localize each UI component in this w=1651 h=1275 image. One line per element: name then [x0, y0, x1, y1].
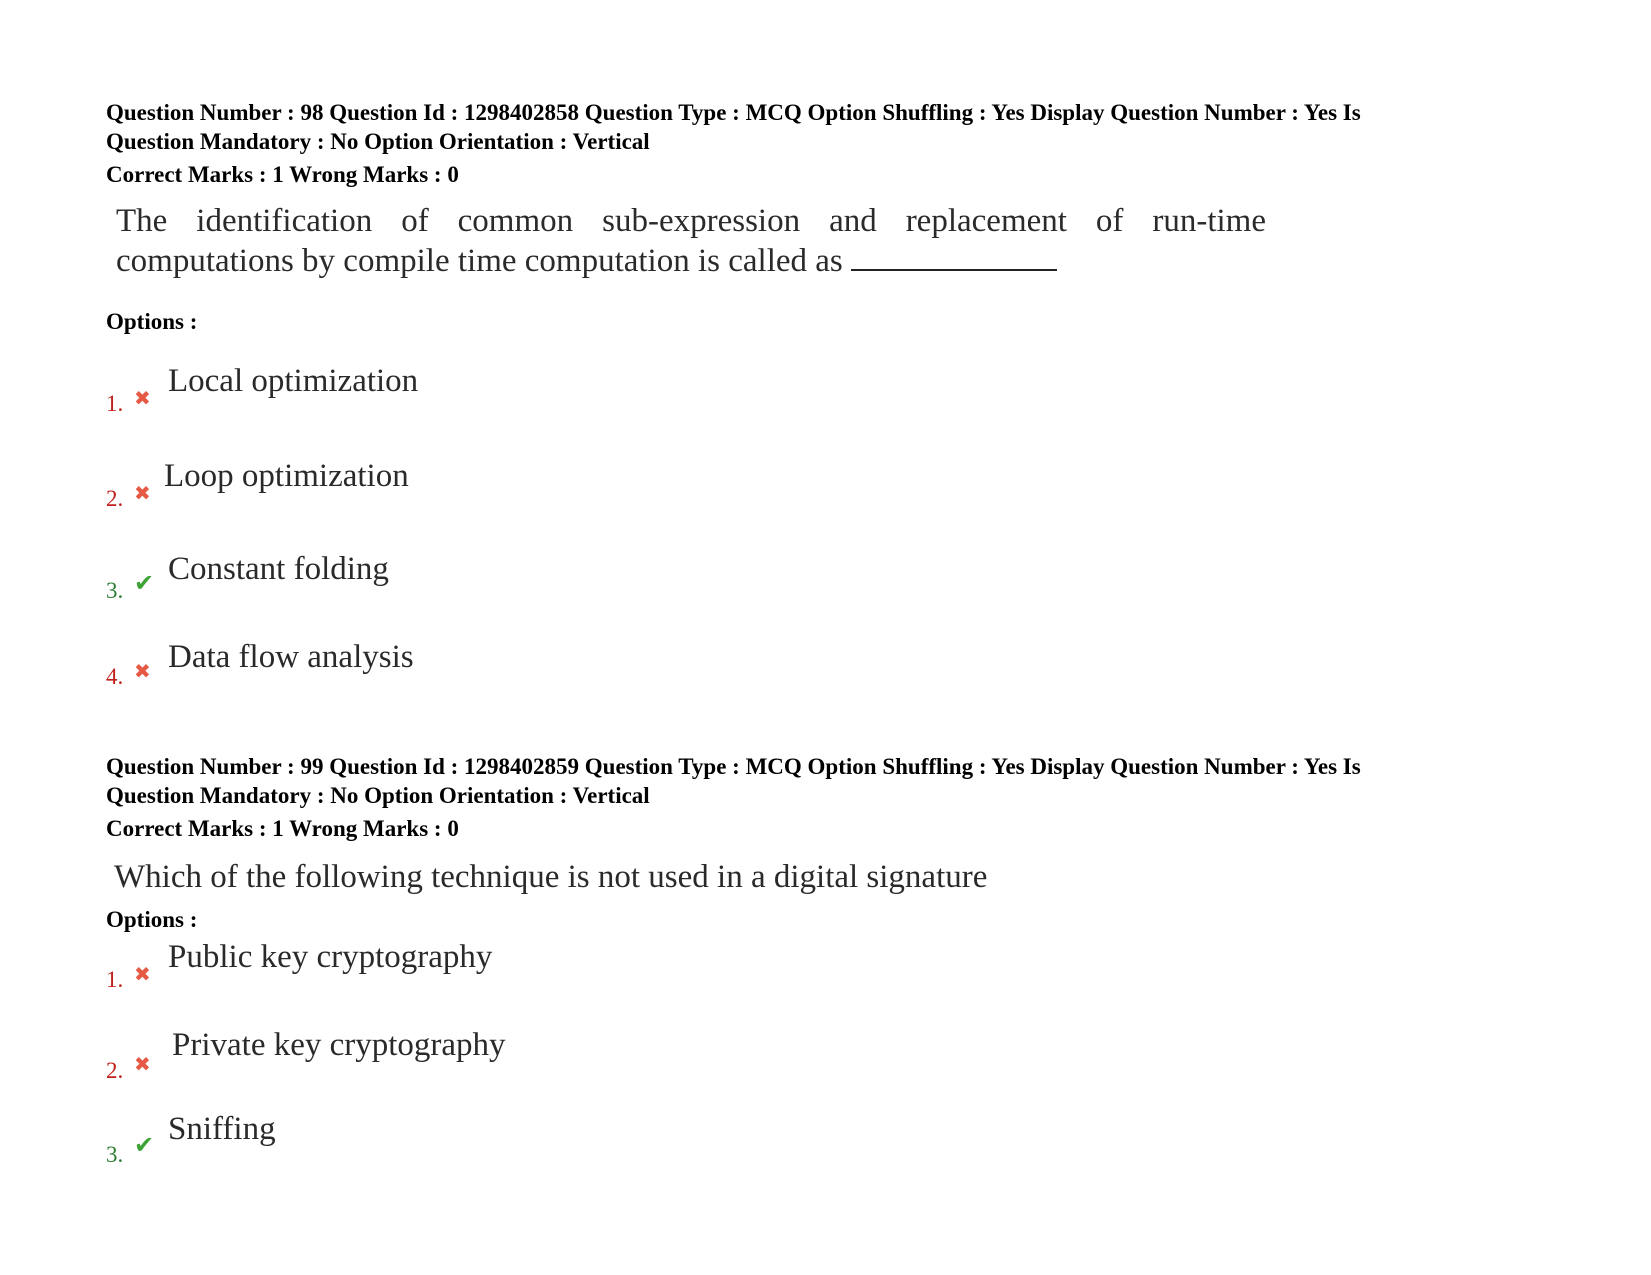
option-number: 1.	[106, 391, 124, 416]
answer-blank	[851, 243, 1057, 271]
option-number: 2.	[106, 486, 124, 511]
cross-icon: ✖	[134, 962, 151, 986]
cross-icon: ✖	[134, 386, 151, 410]
question-marks: Correct Marks : 1 Wrong Marks : 0	[106, 816, 459, 841]
question-99	[106, 752, 1546, 1167]
question-meta-line-1: Question Number : 98 Question Id : 1298402858 Question Type : MCQ Option Shuffling : Yes Display Question Number : Yes Is	[106, 100, 1361, 125]
option-1	[106, 938, 1546, 992]
option-4	[106, 638, 1546, 689]
question-meta-line-2: Question Mandatory : No Option Orientation : Vertical	[106, 783, 650, 808]
option-number: 4.	[106, 664, 124, 689]
option-text: Local optimization	[168, 363, 419, 399]
cross-icon: ✖	[134, 1052, 151, 1076]
option-number: 3.	[106, 578, 124, 603]
option-3	[106, 1110, 1546, 1167]
option-text: Loop optimization	[164, 458, 409, 494]
question-98	[106, 98, 1546, 689]
option-text: Private key cryptography	[172, 1027, 506, 1063]
option-number: 3.	[106, 1142, 124, 1167]
option-2	[106, 1026, 1546, 1083]
options-label: Options :	[106, 907, 198, 932]
cross-icon: ✖	[134, 659, 151, 683]
option-3	[106, 550, 1546, 603]
option-text: Constant folding	[168, 551, 389, 587]
question-marks: Correct Marks : 1 Wrong Marks : 0	[106, 162, 459, 187]
option-text: Data flow analysis	[168, 639, 414, 675]
cross-icon: ✖	[134, 481, 151, 505]
question-text: Which of the following technique is not used in a digital signature	[114, 859, 988, 895]
check-icon: ✔	[134, 569, 155, 597]
option-1	[106, 362, 1546, 416]
option-number: 2.	[106, 1058, 124, 1083]
question-meta-line-2: Question Mandatory : No Option Orientation : Vertical	[106, 129, 650, 154]
question-meta	[106, 98, 1546, 156]
question-meta-line-1: Question Number : 99 Question Id : 1298402859 Question Type : MCQ Option Shuffling : Yes Display Question Number : Yes Is	[106, 754, 1361, 779]
question-text	[116, 201, 1266, 281]
option-2	[106, 457, 1546, 511]
question-meta	[106, 752, 1546, 810]
option-text: Sniffing	[168, 1111, 276, 1147]
option-number: 1.	[106, 967, 124, 992]
question-text-content: The identification of common sub-expression and replacement of run-time computations by compile time computation is called as	[116, 203, 1266, 279]
options-label: Options :	[106, 309, 198, 334]
check-icon: ✔	[134, 1131, 155, 1159]
option-text: Public key cryptography	[168, 939, 493, 975]
